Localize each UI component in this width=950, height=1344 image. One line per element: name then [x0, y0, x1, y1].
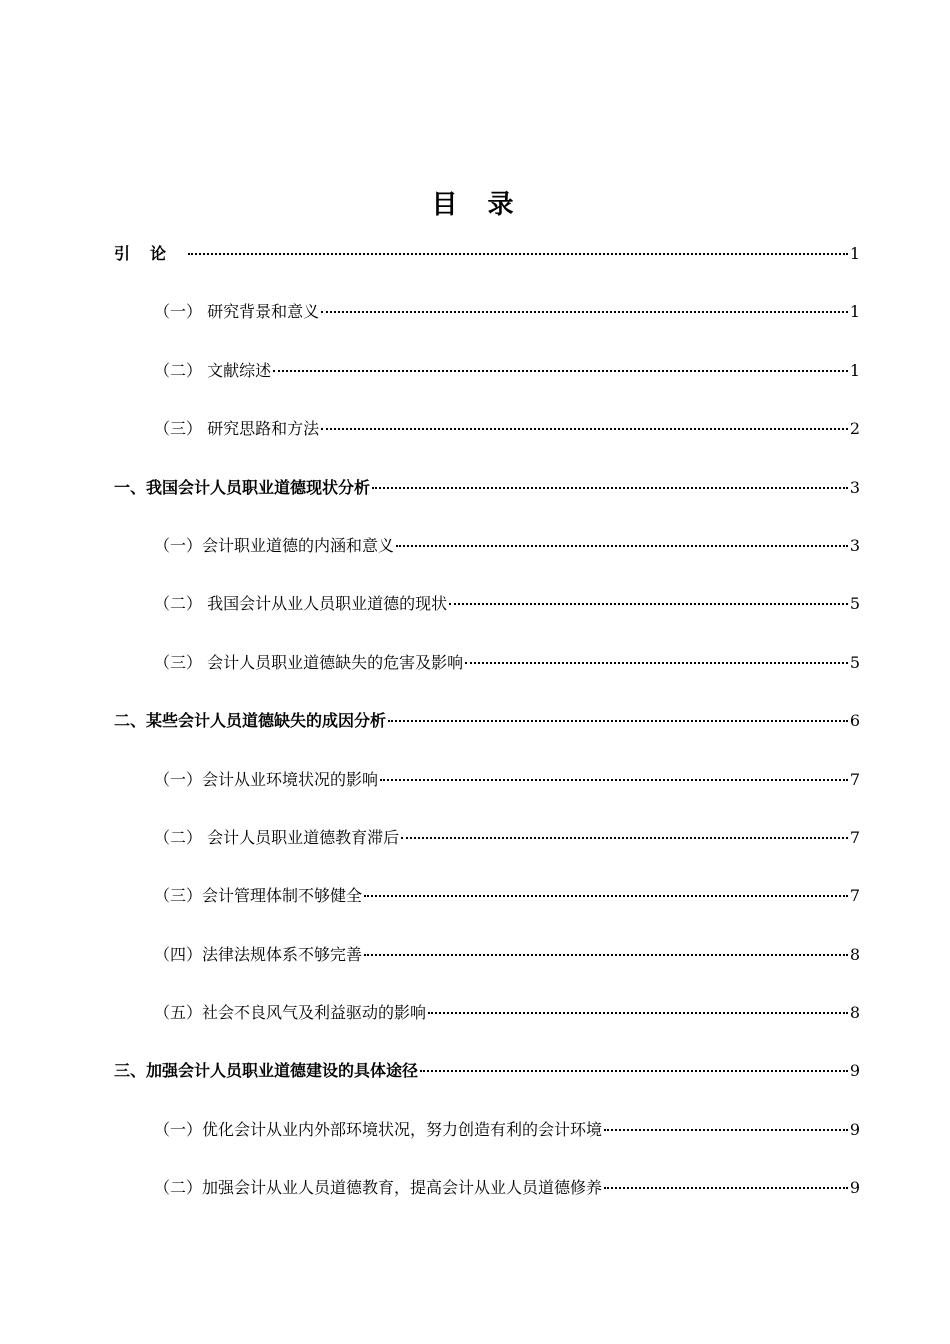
toc-page-number: 2 — [849, 419, 860, 439]
dot-leader — [273, 370, 848, 372]
dot-leader — [604, 1187, 848, 1189]
toc-entry-2-3[interactable] — [114, 648, 860, 706]
dot-leader — [321, 311, 848, 313]
toc-page-number: 7 — [849, 769, 860, 789]
dot-leader — [388, 720, 848, 722]
dot-leader — [364, 895, 848, 897]
toc-entry-text: （二） 会计人员职业道德教育滞后 — [154, 827, 400, 847]
toc-page-number: 7 — [849, 827, 860, 847]
page-title: 目录 — [431, 190, 544, 221]
toc-entry-1-2[interactable] — [114, 356, 860, 414]
toc-page-number: 7 — [849, 886, 860, 906]
toc-page-number: 9 — [849, 1119, 860, 1139]
toc-entry-2-2[interactable] — [114, 589, 860, 647]
toc-page-number: 1 — [849, 360, 860, 380]
toc-entry-chapter-1[interactable] — [114, 473, 860, 531]
toc-entry-4-1[interactable] — [114, 1115, 860, 1173]
dot-leader — [321, 428, 848, 430]
toc-entry-3-1[interactable] — [114, 765, 860, 823]
toc-entry-text: （一）会计从业环境状况的影响 — [154, 769, 379, 789]
toc-entry-text: （二） 文献综述 — [154, 360, 272, 380]
toc-entry-text: 二、某些会计人员道德缺失的成因分析 — [114, 711, 387, 731]
toc-page-number: 1 — [849, 244, 860, 263]
toc-page-number: 5 — [849, 594, 860, 614]
toc-entry-text: （五）社会不良风气及利益驱动的影响 — [154, 1003, 427, 1023]
toc-entry-text: （一）优化会计从业内外部环境状况，努力创造有利的会计环境 — [154, 1119, 603, 1139]
toc-page-number: 9 — [849, 1178, 860, 1198]
toc-entry-3-5[interactable] — [114, 998, 860, 1056]
toc-entry-text: （二） 我国会计从业人员职业道德的现状 — [154, 594, 448, 614]
toc-entry-text: （三） 研究思路和方法 — [154, 419, 320, 439]
toc-entry-text: 三、加强会计人员职业道德建设的具体途径 — [114, 1061, 419, 1081]
dot-leader — [449, 603, 848, 605]
toc-page-number: 9 — [849, 1061, 860, 1081]
toc-entry-chapter-3[interactable] — [114, 1056, 860, 1114]
toc-entry-text: 引论 — [114, 244, 187, 263]
toc-entry-text: （三） 会计人员职业道德缺失的危害及影响 — [154, 652, 464, 672]
toc-entry-text: （一）会计职业道德的内涵和意义 — [154, 535, 395, 555]
toc-entry-text: （一） 研究背景和意义 — [154, 302, 320, 322]
toc-page-number: 8 — [849, 944, 860, 964]
dot-leader — [465, 662, 848, 664]
toc-entry-3-2[interactable] — [114, 823, 860, 881]
toc-entry-1-3[interactable] — [114, 414, 860, 472]
toc-entry-text: （三）会计管理体制不够健全 — [154, 886, 363, 906]
table-of-contents — [114, 239, 860, 1232]
toc-page-number: 3 — [849, 477, 860, 497]
toc-entry-1-1[interactable] — [114, 297, 860, 355]
dot-leader — [401, 837, 848, 839]
dot-leader — [428, 1012, 848, 1014]
toc-entry-2-1[interactable] — [114, 531, 860, 589]
toc-entry-text: （四）法律法规体系不够完善 — [154, 944, 363, 964]
toc-entry-3-4[interactable] — [114, 940, 860, 998]
toc-page-number: 1 — [849, 302, 860, 322]
toc-entry-4-2[interactable] — [114, 1173, 860, 1231]
toc-entry-chapter-2[interactable] — [114, 706, 860, 764]
dot-leader — [188, 253, 848, 255]
toc-page-number: 3 — [849, 535, 860, 555]
toc-entry-text: （二）加强会计从业人员道德教育，提高会计从业人员道德修养 — [154, 1178, 603, 1198]
toc-page-number: 5 — [849, 652, 860, 672]
toc-entry-text: 一、我国会计人员职业道德现状分析 — [114, 477, 371, 497]
dot-leader — [604, 1129, 848, 1131]
dot-leader — [420, 1070, 848, 1072]
toc-page-number: 6 — [849, 711, 860, 731]
dot-leader — [396, 545, 848, 547]
toc-entry-introduction[interactable] — [114, 239, 860, 297]
toc-page-number: 8 — [849, 1003, 860, 1023]
dot-leader — [380, 779, 848, 781]
dot-leader — [364, 954, 848, 956]
toc-entry-3-3[interactable] — [114, 881, 860, 939]
dot-leader — [372, 487, 848, 489]
